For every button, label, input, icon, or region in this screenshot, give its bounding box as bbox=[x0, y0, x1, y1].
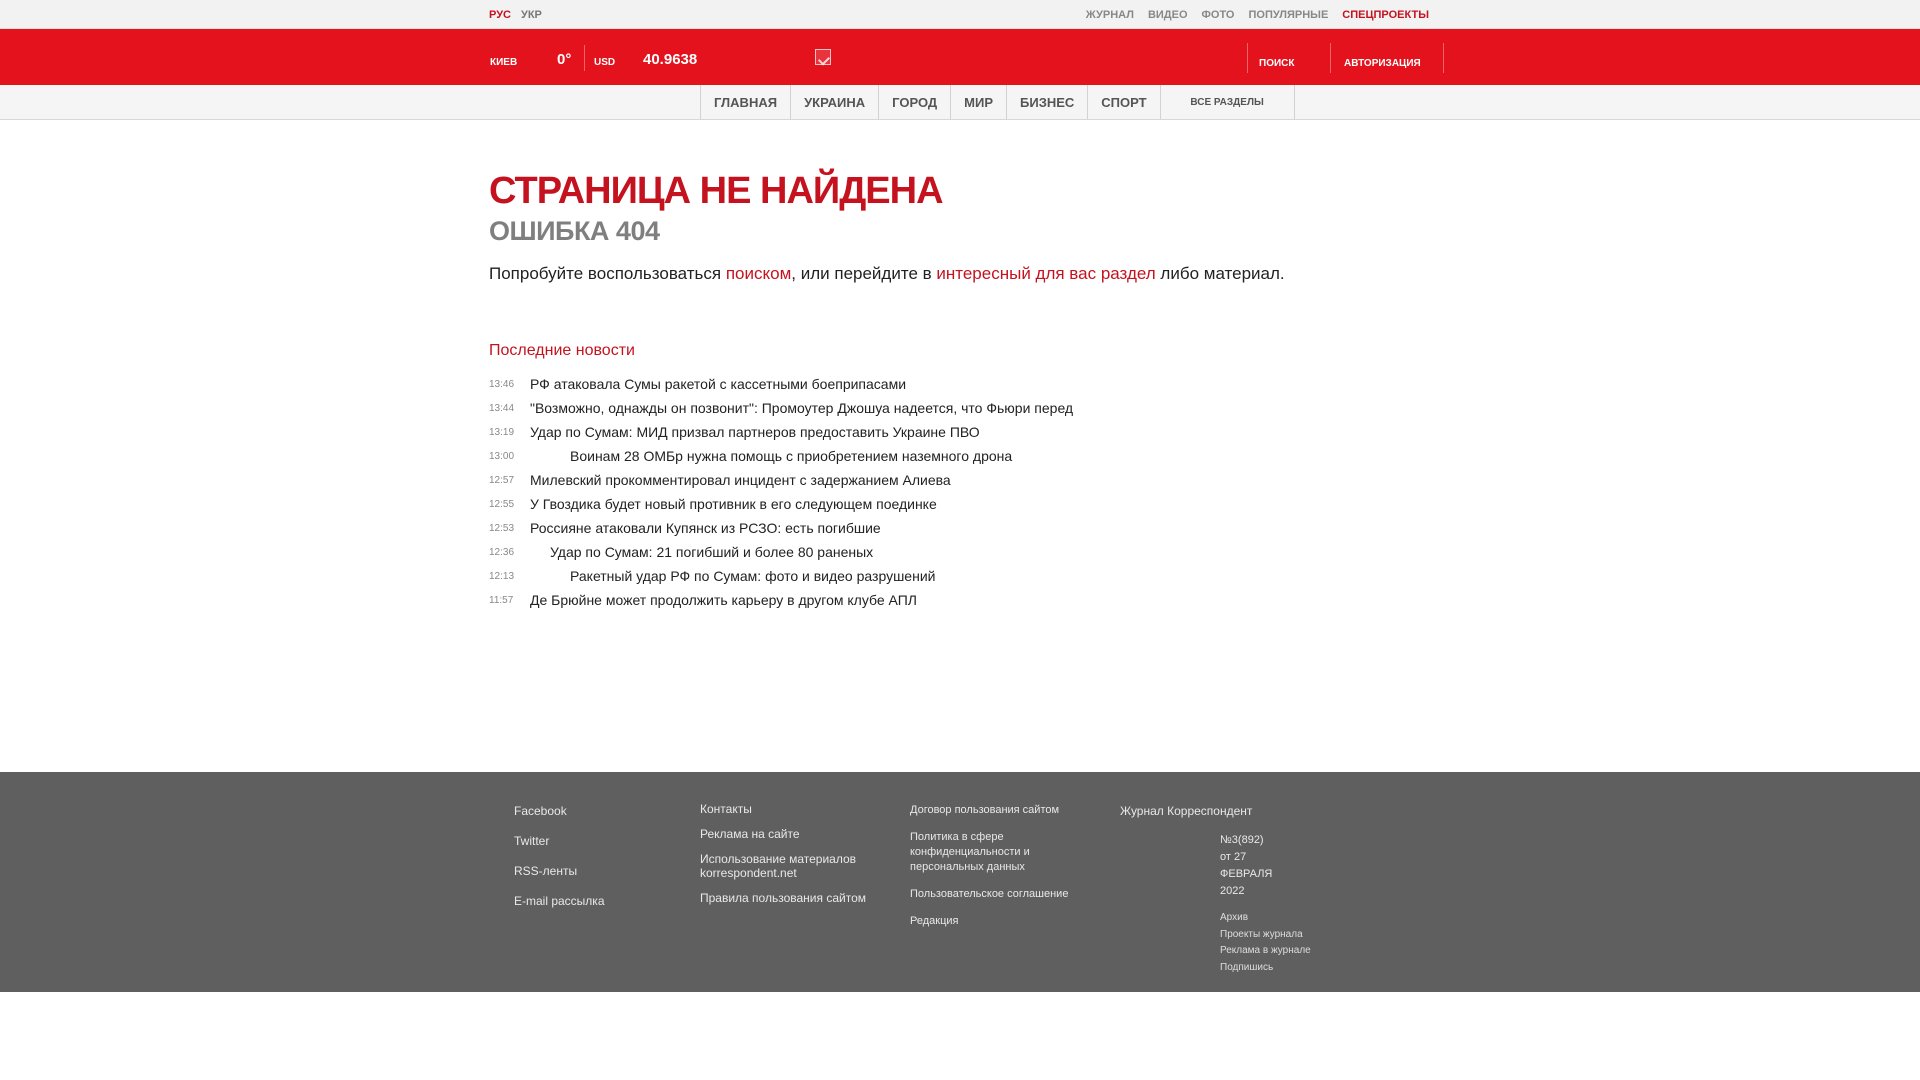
footer-link-site-rules[interactable]: Правила пользования сайтом bbox=[700, 891, 867, 905]
magazine-link-advertising[interactable]: Реклама в журнале bbox=[1220, 945, 1311, 956]
footer-link-usage-agreement[interactable]: Договор пользования сайтом bbox=[910, 804, 1060, 816]
error-text-part: либо материал. bbox=[1155, 264, 1285, 283]
top-link-photo[interactable]: ФОТО bbox=[1201, 9, 1235, 21]
news-time: 11:57 bbox=[489, 594, 514, 606]
news-item bbox=[489, 444, 1189, 468]
header-divider bbox=[1330, 43, 1331, 73]
magazine-link-archive[interactable]: Архив bbox=[1220, 912, 1249, 923]
news-item bbox=[489, 396, 1189, 420]
footer-link-contacts[interactable]: Контакты bbox=[700, 802, 752, 816]
page-title: СТРАНИЦА НЕ НАЙДЕНА bbox=[489, 170, 943, 212]
magazine-issue bbox=[1220, 832, 1340, 900]
news-item bbox=[489, 564, 1189, 588]
footer-link-materials-usage[interactable]: Использование материалов korrespondent.net bbox=[700, 852, 857, 880]
footer-link-rss[interactable]: RSS-ленты bbox=[514, 864, 578, 878]
latest-news-heading[interactable]: Последние новости bbox=[489, 342, 635, 359]
magazine-title[interactable]: Журнал Корреспондент bbox=[1120, 804, 1253, 818]
news-time: 13:00 bbox=[489, 450, 515, 462]
error-message bbox=[489, 264, 1285, 284]
weather-temperature: 0° bbox=[557, 51, 572, 68]
news-time: 12:53 bbox=[489, 522, 515, 534]
news-title-link[interactable]: РФ атаковала Сумы ракетой с кассетными боеприпасами bbox=[530, 376, 907, 392]
footer-link-twitter[interactable]: Twitter bbox=[514, 834, 550, 848]
error-code: ОШИБКА 404 bbox=[489, 216, 660, 246]
news-item bbox=[489, 420, 1189, 444]
footer-link-user-agreement[interactable]: Пользовательское соглашение bbox=[910, 888, 1069, 900]
footer-link-privacy-policy[interactable]: Политика в сфере конфиденциальности и персональных данных bbox=[910, 831, 1030, 873]
news-title-link[interactable]: Удар по Сумам: МИД призвал партнеров предоставить Украине ПВО bbox=[530, 424, 980, 440]
footer-link-email-newsletter[interactable]: E-mail рассылка bbox=[514, 894, 605, 908]
footer-link-advertising[interactable]: Реклама на сайте bbox=[700, 827, 800, 841]
news-time: 13:19 bbox=[489, 426, 515, 438]
logo-image-icon[interactable] bbox=[815, 49, 831, 65]
lang-uk-link[interactable]: УКР bbox=[521, 9, 542, 21]
footer-legal-links bbox=[910, 803, 1085, 941]
magazine-link-projects[interactable]: Проекты журнала bbox=[1220, 928, 1303, 940]
news-title-link[interactable]: Ракетный удар РФ по Сумам: фото и видео разрушений bbox=[570, 568, 936, 584]
header-divider bbox=[1247, 43, 1248, 73]
nav-item-world[interactable]: МИР bbox=[951, 85, 1007, 119]
top-bar bbox=[0, 0, 1920, 29]
top-link-video[interactable]: ВИДЕО bbox=[1147, 9, 1188, 21]
top-link-special-projects[interactable]: СПЕЦПРОЕКТЫ bbox=[1342, 9, 1429, 21]
news-title-link[interactable]: Милевский прокомментировал инцидент с задержанием Алиева bbox=[530, 472, 951, 488]
sections-link[interactable]: интересный для вас раздел bbox=[936, 264, 1156, 283]
news-title-link[interactable]: Де Брюйне может продолжить карьеру в другом клубе АПЛ bbox=[530, 592, 917, 608]
top-link-popular[interactable]: ПОПУЛЯРНЫЕ bbox=[1248, 9, 1329, 21]
news-time: 13:44 bbox=[489, 402, 515, 414]
error-text-part: , или перейдите в bbox=[791, 264, 937, 283]
news-item bbox=[489, 540, 1189, 564]
header-divider bbox=[584, 45, 585, 71]
news-time: 12:13 bbox=[489, 570, 515, 582]
news-title-link[interactable]: "Возможно, однажды он позвонит": Промоутер Джошуа надеется, что Фьюри перед bbox=[530, 400, 1074, 416]
issue-number: №3(892) bbox=[1220, 834, 1264, 846]
magazine-links bbox=[1220, 910, 1340, 976]
nav-item-main[interactable]: ГЛАВНАЯ bbox=[701, 85, 791, 119]
news-item bbox=[489, 588, 1189, 612]
news-title-link[interactable]: Россияне атаковали Купянск из РСЗО: есть погибшие bbox=[530, 520, 881, 536]
news-time: 13:46 bbox=[489, 378, 515, 390]
lang-ru-link[interactable]: РУС bbox=[489, 9, 511, 21]
top-links bbox=[1086, 9, 1429, 21]
footer-social-links bbox=[514, 804, 605, 924]
news-item bbox=[489, 372, 1189, 396]
error-text-part: Попробуйте воспользоваться bbox=[489, 264, 726, 283]
issue-date-year: 2022 bbox=[1220, 885, 1245, 897]
weather-city: КИЕВ bbox=[490, 57, 518, 68]
nav-item-business[interactable]: БИЗНЕС bbox=[1007, 85, 1088, 119]
nav-item-city[interactable]: ГОРОД bbox=[879, 85, 951, 119]
news-time: 12:57 bbox=[489, 474, 515, 486]
main-nav bbox=[0, 85, 1920, 120]
news-title-link[interactable]: У Гвоздика будет новый противник в его следующем поединке bbox=[530, 496, 937, 512]
news-title-link[interactable]: Воинам 28 ОМБр нужна помощь с приобретением наземного дрона bbox=[570, 448, 1013, 464]
nav-item-all-sections[interactable]: ВСЕ РАЗДЕЛЫ bbox=[1161, 85, 1295, 119]
news-time: 12:36 bbox=[489, 546, 515, 558]
issue-date-month: ФЕВРАЛЯ bbox=[1220, 868, 1273, 880]
login-button[interactable]: АВТОРИЗАЦИЯ bbox=[1344, 58, 1421, 69]
footer-info-links bbox=[700, 802, 870, 916]
top-link-journal[interactable]: ЖУРНАЛ bbox=[1085, 9, 1134, 21]
site-footer bbox=[0, 772, 1920, 992]
site-header bbox=[0, 29, 1920, 85]
news-item bbox=[489, 492, 1189, 516]
currency-code: USD bbox=[594, 57, 616, 68]
footer-link-facebook[interactable]: Facebook bbox=[514, 804, 567, 818]
footer-link-editorial[interactable]: Редакция bbox=[910, 915, 959, 927]
currency-rate: 40.9638 bbox=[643, 51, 698, 68]
search-link[interactable]: поиском bbox=[725, 264, 792, 283]
news-item bbox=[489, 516, 1189, 540]
news-time: 12:55 bbox=[489, 498, 515, 510]
magazine-link-subscribe[interactable]: Подпишись bbox=[1220, 961, 1274, 973]
nav-item-ukraine[interactable]: УКРАИНА bbox=[791, 85, 879, 119]
header-divider bbox=[1443, 43, 1444, 73]
footer-magazine bbox=[1120, 804, 1340, 976]
latest-news-list bbox=[489, 372, 1189, 612]
news-item bbox=[489, 468, 1189, 492]
news-title-link[interactable]: Удар по Сумам: 21 погибший и более 80 раненых bbox=[550, 544, 874, 560]
issue-date-day: от 27 bbox=[1220, 851, 1247, 863]
nav-item-sport[interactable]: СПОРТ bbox=[1088, 85, 1160, 119]
search-button[interactable]: ПОИСК bbox=[1259, 58, 1295, 69]
